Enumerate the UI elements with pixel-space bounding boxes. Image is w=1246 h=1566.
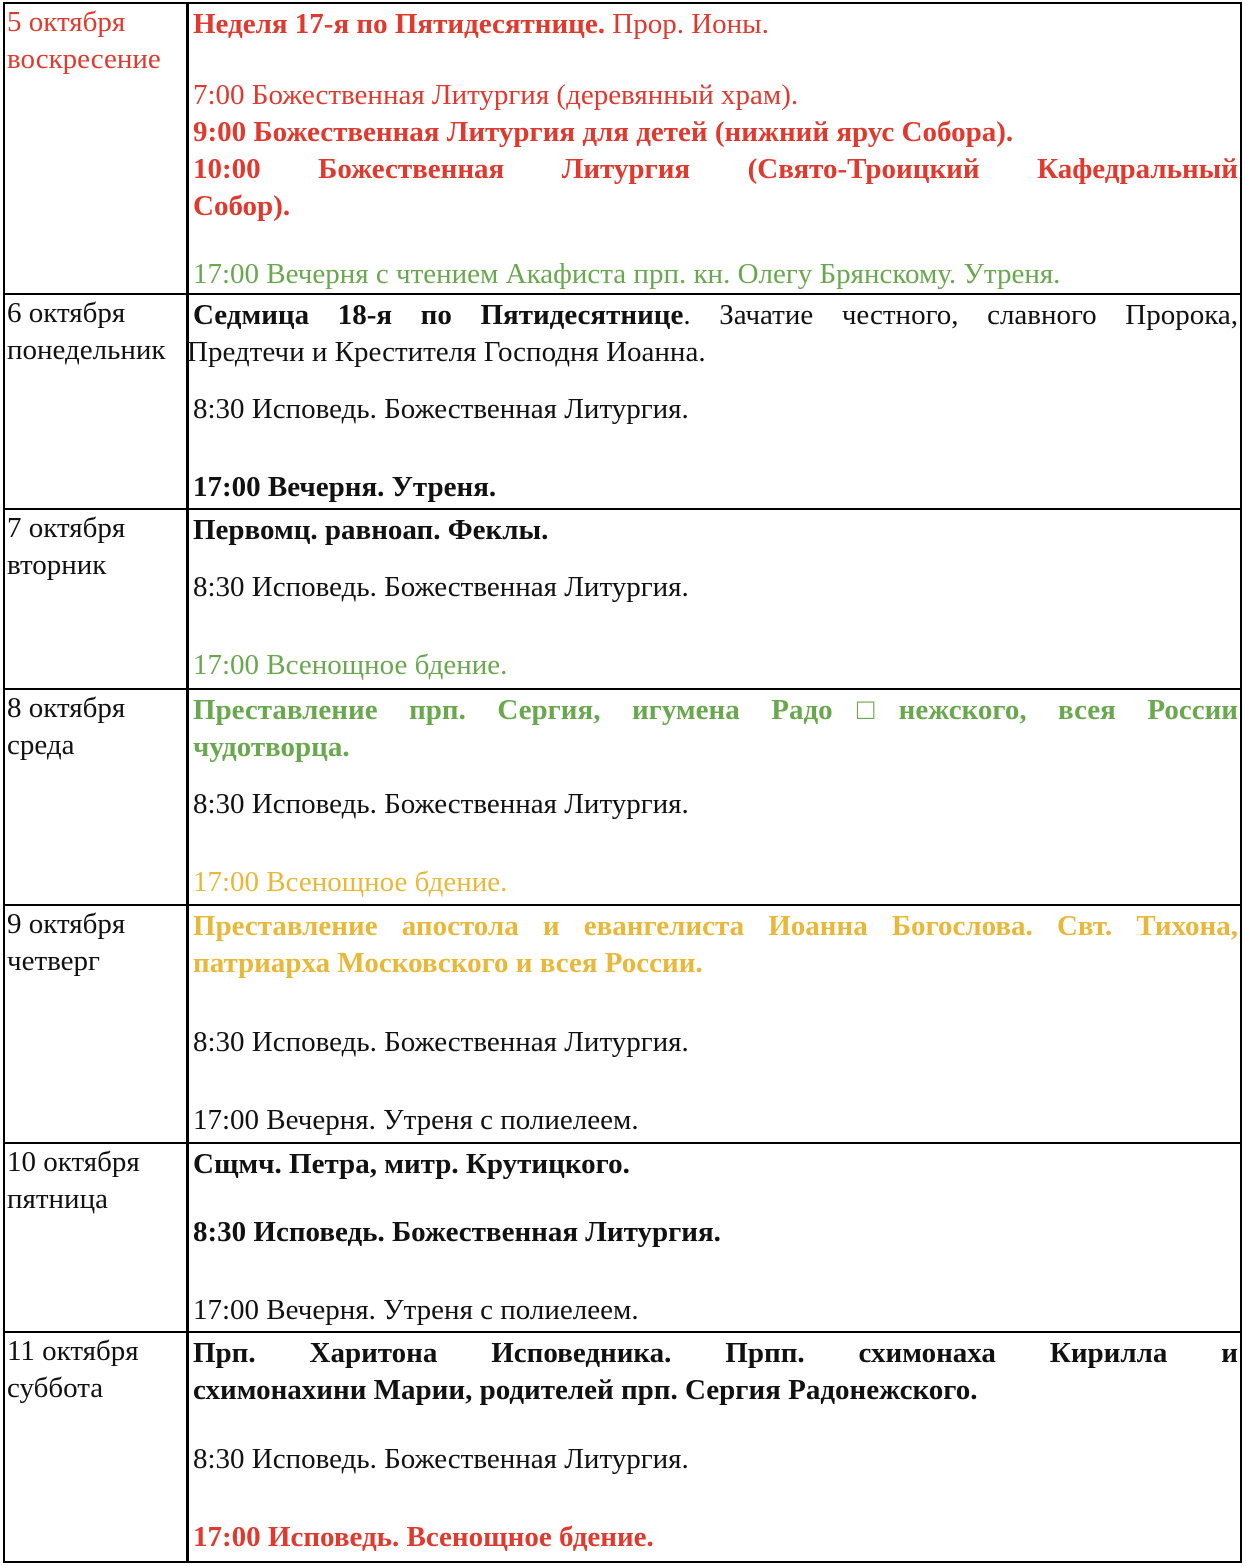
service-line: 8:30 Исповедь. Божественная Литургия. bbox=[193, 788, 689, 820]
services-cell bbox=[186, 906, 1240, 1142]
services-cell bbox=[186, 1144, 1240, 1331]
date-cell bbox=[7, 295, 185, 369]
service-line: 17:00 Всенощное бдение. bbox=[193, 649, 508, 681]
service-line: 10:00 Божественная Литургия (Свято-Троицкий Кафедральный bbox=[193, 153, 1238, 185]
day-row-oct-5 bbox=[3, 2, 1242, 295]
weekday: суббота bbox=[7, 1372, 104, 1404]
date-cell bbox=[7, 690, 185, 764]
day-row-oct-9 bbox=[3, 906, 1242, 1144]
service-line: 8:30 Исповедь. Божественная Литургия. bbox=[193, 1026, 689, 1058]
date: 11 октября bbox=[7, 1335, 139, 1367]
service-line: 8:30 Исповедь. Божественная Литургия. bbox=[193, 393, 689, 425]
date: 6 октября bbox=[7, 297, 126, 329]
feast-title: Первомц. равноап. Феклы. bbox=[193, 514, 549, 546]
service-line: 8:30 Исповедь. Божественная Литургия. bbox=[193, 1443, 689, 1475]
date: 5 октября bbox=[7, 6, 126, 38]
feast-title: Сщмч. Петра, митр. Крутицкого. bbox=[193, 1148, 630, 1180]
service-line-cont: Собор). bbox=[193, 190, 291, 222]
feast-title-cont: патриарха Московского и всея России. bbox=[193, 947, 703, 979]
service-line: 9:00 Божественная Литургия для детей (нижний ярус Собора). bbox=[193, 116, 1014, 148]
feast-title: Прп. Харитона Исповедника. Прпп. схимонаха Кирилла и bbox=[193, 1337, 1238, 1369]
service-line: 17:00 Вечерня. Утреня. bbox=[193, 471, 497, 503]
day-row-oct-10 bbox=[3, 1144, 1242, 1333]
services-cell bbox=[186, 295, 1240, 508]
date-cell bbox=[7, 906, 185, 980]
service-line: 8:30 Исповедь. Божественная Литургия. bbox=[193, 571, 689, 603]
services-cell bbox=[186, 4, 1240, 293]
services-cell bbox=[186, 510, 1240, 688]
weekday: пятница bbox=[7, 1183, 108, 1215]
day-row-oct-8 bbox=[3, 690, 1242, 906]
date-cell bbox=[7, 1333, 185, 1407]
day-row-oct-6 bbox=[3, 295, 1242, 510]
day-row-oct-7 bbox=[3, 510, 1242, 690]
date-cell bbox=[7, 4, 185, 78]
date-cell bbox=[7, 510, 185, 584]
date: 9 октября bbox=[7, 908, 126, 940]
date: 7 октября bbox=[7, 512, 126, 544]
feast-title: Преставление прп. Сергия, игумена Радо□нежского, всея России bbox=[193, 694, 1238, 726]
feast-title-cont: схимонахини Марии, родителей прп. Сергия Радонежского. bbox=[193, 1374, 978, 1406]
weekday: воскресение bbox=[7, 43, 161, 75]
service-line: 17:00 Всенощное бдение. bbox=[193, 866, 508, 898]
feast-title: Неделя 17-я по Пятидесятнице. Прор. Ионы. bbox=[193, 8, 769, 40]
service-line: 17:00 Вечерня. Утреня с полиелеем. bbox=[193, 1294, 639, 1326]
feast-title-cont: чудотворца. bbox=[193, 731, 350, 763]
services-cell bbox=[186, 690, 1240, 904]
date: 8 октября bbox=[7, 692, 126, 724]
feast-title: Преставление апостола и евангелиста Иоанна Богослова. Свт. Тихона, bbox=[193, 910, 1238, 942]
feast-title: Седмица 18-я по Пятидесятнице. Зачатие честного, славного Пророка, bbox=[193, 299, 1238, 331]
weekday: вторник bbox=[7, 549, 107, 581]
service-line: 17:00 Исповедь. Всенощное бдение. bbox=[193, 1521, 654, 1553]
day-row-oct-11 bbox=[3, 1333, 1242, 1563]
service-line: 8:30 Исповедь. Божественная Литургия. bbox=[193, 1216, 721, 1248]
weekday: четверг bbox=[7, 945, 100, 977]
service-line: 17:00 Вечерня с чтением Акафиста прп. кн. Олегу Брянскому. Утреня. bbox=[193, 258, 1061, 290]
service-line: 7:00 Божественная Литургия (деревянный храм). bbox=[193, 79, 799, 111]
feast-title-cont: Предтечи и Крестителя Господня Иоанна. bbox=[187, 336, 706, 368]
weekday: понедельник bbox=[7, 334, 166, 366]
date-cell bbox=[7, 1144, 185, 1218]
service-line: 17:00 Вечерня. Утреня с полиелеем. bbox=[193, 1104, 639, 1136]
services-cell bbox=[186, 1333, 1240, 1561]
date: 10 октября bbox=[7, 1146, 140, 1178]
weekday: среда bbox=[7, 729, 75, 761]
